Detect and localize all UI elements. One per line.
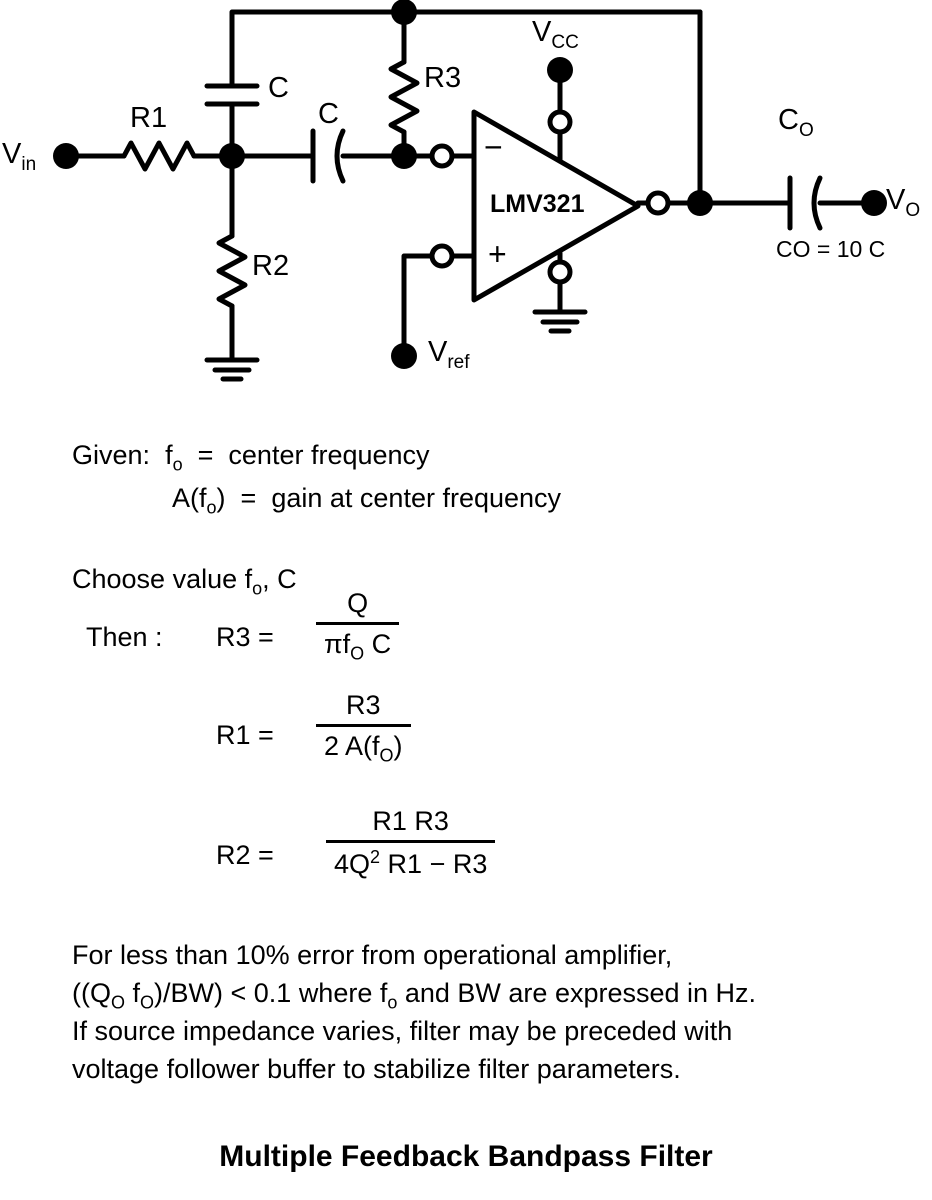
- pin-vee: [550, 262, 570, 282]
- circuit-schematic: [0, 0, 932, 410]
- formula-2-denominator: 2 $A(f_O)$: [324, 731, 403, 766]
- node-dot-b: [391, 143, 417, 169]
- label-opamp-part: LMV321: [490, 190, 585, 218]
- label-vref: $V_{ref}$: [428, 336, 470, 373]
- terminal-vref: [391, 343, 417, 369]
- formula-2-lhs: R1 =: [216, 720, 274, 750]
- schematic-nodes: [53, 0, 887, 369]
- given-line-2: $A(f_o)$ = gain at center frequency: [172, 483, 562, 518]
- choose-line: Choose value $f_o$, C: [72, 564, 297, 599]
- note-line-3: If source impedance varies, filter may be preceded with: [72, 1016, 733, 1046]
- terminal-vcc: [547, 57, 573, 83]
- formula-2-bar: [316, 724, 411, 727]
- label-vin: $V_{in}$: [2, 138, 37, 175]
- node-dot-top: [391, 0, 417, 25]
- label-opamp-inverting: −: [484, 129, 503, 165]
- figure-caption: Multiple Feedback Bandpass Filter: [219, 1140, 713, 1173]
- label-co-note: CO = 10 C: [776, 236, 886, 262]
- formula-2-fraction: [316, 690, 411, 766]
- pin-inverting-input: [432, 146, 452, 166]
- note-line-2: (($Q_O$ $f_O)/BW) < 0.1$ where $f_o$ and BW are expressed in Hz.: [72, 978, 757, 1013]
- then-label: Then :: [86, 622, 163, 652]
- label-c-top: C: [268, 72, 289, 104]
- pin-output: [648, 193, 668, 213]
- formula-1-denominator: $\pi f_O$ C: [324, 629, 392, 664]
- formula-3-denominator: $4Q^2$ R1 − R3: [334, 847, 488, 879]
- formula-3-numerator: R1 R3: [372, 806, 449, 836]
- label-c-series: C: [318, 98, 339, 130]
- label-vo: $V_O$: [886, 184, 921, 221]
- terminal-vin: [53, 143, 79, 169]
- resistor-r2-body: [219, 236, 245, 306]
- note-line-1: For less than 10% error from operational amplifier,: [72, 940, 673, 970]
- formula-1-lhs: R3 =: [216, 622, 274, 652]
- label-opamp-noninverting: +: [488, 236, 507, 272]
- given-line-1: Given: $f_o$ = center frequency: [72, 440, 430, 475]
- formula-3-fraction: [326, 806, 495, 880]
- formula-3-lhs: R2 =: [216, 840, 274, 870]
- formula-3-bar: [326, 840, 495, 843]
- label-r3: R3: [424, 62, 462, 94]
- pin-vcc: [550, 112, 570, 132]
- node-dot-out: [687, 190, 713, 216]
- resistor-r3-body: [391, 62, 417, 132]
- resistor-r1-body: [124, 143, 194, 169]
- note-line-4: voltage follower buffer to stabilize filter parameters.: [72, 1054, 681, 1084]
- formula-1-bar: [316, 622, 399, 625]
- formula-1-numerator: Q: [347, 588, 369, 618]
- label-vcc: $V_{CC}$: [532, 16, 579, 53]
- formula-2-numerator: R3: [346, 690, 381, 720]
- terminal-vo: [861, 190, 887, 216]
- wire-top-feedback: [232, 12, 700, 86]
- label-r1: R1: [130, 102, 168, 134]
- label-r2: R2: [252, 250, 290, 282]
- node-dot-a: [219, 143, 245, 169]
- pin-noninverting-input: [432, 246, 452, 266]
- label-co: $C_O$: [778, 104, 814, 141]
- formula-1-fraction: [316, 588, 399, 664]
